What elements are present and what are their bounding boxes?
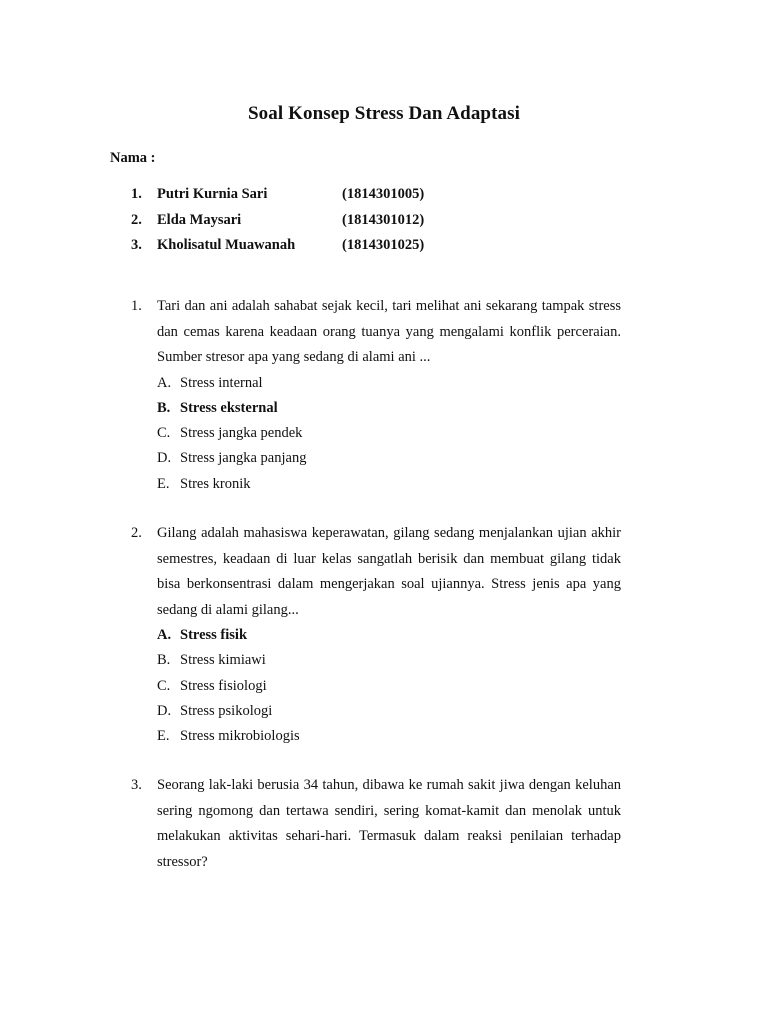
option-text: Stress eksternal [180,399,278,416]
question-3 [131,773,621,875]
option-text: Stress jangka panjang [180,450,307,467]
member-item [131,212,491,238]
option-item [157,674,621,699]
option-text: Stress psikologi [180,702,273,719]
member-name: Elda Maysari [157,211,242,228]
question-number: 3. [131,777,142,793]
option-item [157,648,621,673]
option-letter: B. [157,652,171,669]
option-text: Stress fisiologi [180,677,267,694]
option-text: Stress mikrobiologis [180,728,300,745]
question-2 [131,521,621,749]
option-item [157,699,621,724]
option-item [157,724,621,749]
member-name: Putri Kurnia Sari [157,186,268,202]
option-letter: C. [157,677,171,694]
option-item-answer [157,623,621,648]
name-label: Nama : [110,150,156,166]
question-1 [131,294,621,497]
question-text: Gilang adalah mahasiswa keperawatan, gilang sedang menjalankan ujian akhir semestres, keadaan di luar kelas sangatlah berisik dan membuat gilang tidak bisa berkonsentrasi dalam mengerjakan soal ujiannya. Stress jenis apa yang sedang di alami gilang... [157,525,621,618]
option-letter: A. [157,627,172,643]
option-item [157,472,621,497]
option-text: Stress internal [180,374,263,391]
member-name: Kholisatul Muawanah [157,237,296,253]
option-item-answer [157,396,621,421]
member-nim: (1814301005) [342,186,425,202]
option-item [157,371,621,396]
option-item [157,446,621,471]
option-text: Stress jangka pendek [180,425,303,442]
member-number: 2. [131,211,142,228]
option-letter: D. [157,450,172,467]
option-text: Stress kimiawi [180,652,266,669]
option-text: Stres kronik [180,475,251,492]
option-item [157,421,621,446]
member-list [131,186,491,263]
option-letter: E. [157,475,170,492]
option-letter: A. [157,374,172,391]
question-text: Tari dan ani adalah sahabat sejak kecil, tari melihat ani sekarang tampak stress dan cemas karena keadaan orang tuanya yang mengalami konflik perceraian. Sumber stresor apa yang sedang di alami ani ... [157,298,621,365]
member-number: 1. [131,186,142,202]
option-letter: E. [157,728,170,745]
document-title: Soal Konsep Stress Dan Adaptasi [248,103,520,124]
question-number: 1. [131,298,142,314]
option-letter: D. [157,702,172,719]
question-number: 2. [131,525,142,541]
member-item [131,237,491,263]
option-letter: B. [157,399,171,416]
option-list [157,371,621,497]
option-letter: C. [157,425,171,442]
question-text: Seorang lak-laki berusia 34 tahun, dibawa ke rumah sakit jiwa dengan keluhan sering ngomong dan tertawa sendiri, sering komat-kamit dan menolak untuk melakukan aktivitas sehari-hari. Termasuk dalam reaksi penilaian terhadap stressor? [157,777,621,870]
member-nim: (1814301025) [342,237,425,253]
member-number: 3. [131,237,142,253]
member-item [131,186,491,212]
option-list [157,623,621,749]
option-text: Stress fisik [180,627,248,643]
member-nim: (1814301012) [342,211,425,228]
